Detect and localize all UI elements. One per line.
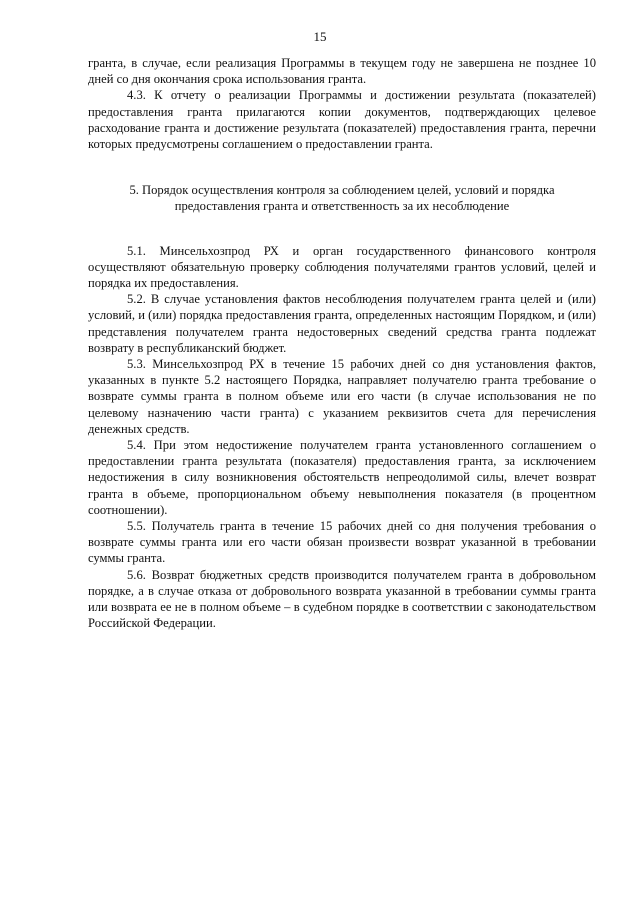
paragraph-5-3: 5.3. Минсельхозпрод РХ в течение 15 рабочих дней со дня установления фактов, указанных в пункте 5.2 настоящего Порядка, направляет получателю гранта требование о возврате суммы гранта в полном объеме или его части (в случае использования не по целевому назначению части гранта) с указанием реквизитов счета для перечисления денежных средств. — [88, 357, 596, 436]
section-5-heading-line-2: предоставления гранта и ответственность за их несоблюдение — [174, 199, 510, 214]
paragraph-5-4: 5.4. При этом недостижение получателем гранта установленного соглашением о предоставлении гранта результата (показателя) предоставления гранта, за исключением недостижения в силу возникновения обстоятельств непреодолимой силы, влечет возврат гранта в объеме, пропорциональном объему невыполнения показателя (в процентном соотношении). — [88, 438, 596, 517]
paragraph-5-6: 5.6. Возврат бюджетных средств производится получателем гранта в добровольном порядке, а в случае отказа от добровольного возврата указанной в требовании суммы гранта или возврата ее не в полном объеме – в судебном порядке в соответствии с законодательством Российской Федерации. — [88, 567, 596, 631]
section-5-heading-line-1: 5. Порядок осуществления контроля за соблюдением целей, условий и порядка — [129, 183, 555, 198]
paragraph-5-1: 5.1. Минсельхозпрод РХ и орган государственного финансового контроля осуществляют обязательную проверку соблюдения получателями грантов условий, целей и порядка их предоставления. — [88, 243, 596, 291]
paragraph-4-3: 4.3. К отчету о реализации Программы и достижении результата (показателей) предоставления гранта прилагаются копии документов, подтверждающих целевое расходование гранта и достижение результата (показателей) предоставления гранта, перечни которых предусмотрены соглашением о предоставлении гранта. — [88, 88, 596, 152]
paragraph-4-2-continuation: гранта, в случае, если реализация Программы в текущем году не завершена не позднее 10 дней со дня окончания срока использования гранта. — [88, 56, 596, 87]
section-5-heading — [88, 182, 596, 214]
paragraph-5-2: 5.2. В случае установления фактов несоблюдения получателем гранта целей и (или) условий, и (или) порядка предоставления гранта, определенных настоящим Порядком, и (или) представления получателем гранта недостоверных сведений средства гранта подлежат возврату в республиканский бюджет. — [88, 292, 596, 355]
page-number: 15 — [313, 29, 327, 44]
document-body — [88, 55, 596, 632]
paragraph-5-5: 5.5. Получатель гранта в течение 15 рабочих дней со дня получения требования о возврате суммы гранта или его части обязан произвести возврат указанной в требовании суммы гранта. — [88, 519, 596, 566]
